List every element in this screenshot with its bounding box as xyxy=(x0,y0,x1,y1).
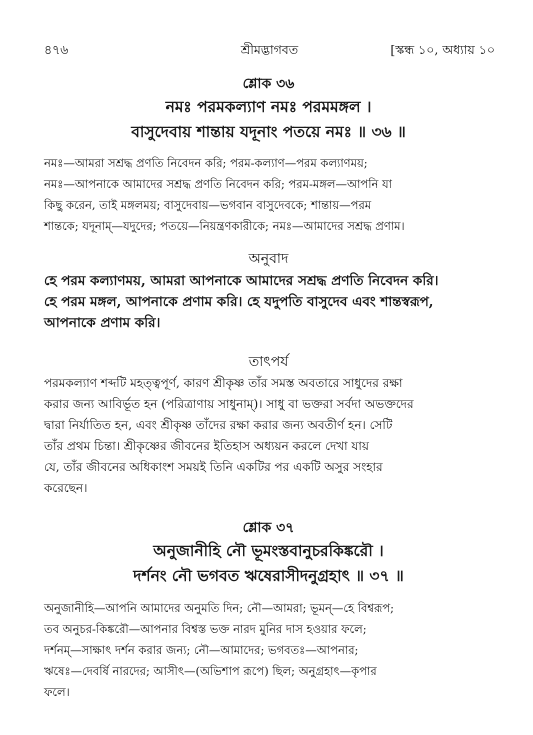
verse-36-synonyms xyxy=(44,153,493,237)
verse-36-line-1: নমঃ পরমকল্যাণ নমঃ পরমমঙ্গল । xyxy=(165,97,372,116)
translation-heading: অনুবাদ xyxy=(248,251,289,267)
translation-line: হে পরম মঙ্গল, আপনাকে প্রণাম করি। হে যদুপতি বাসুদেব এবং শান্তস্বরূপ, xyxy=(44,294,434,310)
verse-37-synonyms xyxy=(44,598,493,703)
synonym-line: কিছু করেন, তাই মঙ্গলময়; বাসুদেবায়—ভগবান বাসুদেবকে; শান্তায়—পরম xyxy=(44,198,372,212)
book-title: শ্রীমদ্ভাগবত xyxy=(240,42,299,57)
synonym-line: ঋষেঃ—দেবর্ষি নারদের; আসীৎ—(অভিশাপ রূপে) ছিল; অনুগ্রহাৎ—কৃপার xyxy=(44,664,377,678)
page-number: ৪৭৬ xyxy=(44,42,69,57)
synonym-line: ফলে। xyxy=(44,685,70,699)
translation-line: আপনাকে প্রণাম করি। xyxy=(44,315,161,331)
purport-line: তাঁর প্রথম চিন্তা। শ্রীকৃষ্ণের জীবনের ইতিহাস অধ্যয়ন করলে দেখা যায় xyxy=(44,439,369,453)
verse-36-translation xyxy=(44,271,493,334)
synonym-line: নমঃ—আপনাকে আমাদের সশ্রদ্ধ প্রণতি নিবেদন করি; পরম-মঙ্গল—আপনি যা xyxy=(44,177,392,191)
purport-heading: তাৎপর্য xyxy=(248,354,289,370)
purport-line: করার জন্য আবির্ভূত হন (পরিত্রাণায় সাধুনাম্)। সাধু বা ভক্তরা সর্বদা অভক্তদের xyxy=(44,397,414,411)
synonym-line: তব অনুচর-কিঙ্করৌ—আপনার বিশ্বস্ত ভক্ত নারদ মুনির দাস হওয়ার ফলে; xyxy=(44,622,367,636)
synonym-line: নমঃ—আমরা সশ্রদ্ধ প্রণতি নিবেদন করি; পরম-কল্যাণ—পরম কল্যাণময়; xyxy=(44,156,368,170)
verse-36-text xyxy=(44,94,493,144)
verse-37-line-1: অনুজানীহি নৌ ভূমংস্তবানুচরকিঙ্করৌ । xyxy=(153,541,384,560)
verse-37-text xyxy=(44,538,493,588)
purport-line: যে, তাঁর জীবনের অধিকাংশ সময়ই তিনি একটির পর একটি অসুর সংহার xyxy=(44,460,383,474)
purport-line: করেছেন। xyxy=(44,481,88,495)
verse-37-line-2: দর্শনং নৌ ভগবত ঋষেরাসীদনুগ্রহাৎ ॥ ৩৭ ॥ xyxy=(133,566,404,585)
verse-36-line-2: বাসুদেবায় শান্তায় যদূনাং পতয়ে নমঃ ॥ ৩৬ ॥ xyxy=(131,122,406,141)
purport-line: দ্বারা নির্যাতিত হন, এবং শ্রীকৃষ্ণ তাঁদের রক্ষা করার জন্য অবতীর্ণ হন। সেটি xyxy=(44,418,393,432)
purport-line: পরমকল্যাণ শব্দটি মহত্ত্বপূর্ণ, কারণ শ্রীকৃষ্ণ তাঁর সমস্ত অবতারে সাধুদের রক্ষা xyxy=(44,376,403,390)
synonym-line: অনুজানীহি—আপনি আমাদের অনুমতি দিন; নৌ—আমরা; ভূমন্—হে বিশ্বরূপ; xyxy=(44,601,395,615)
chapter-location: [স্কন্ধ ১০, অধ্যায় ১০ xyxy=(390,42,495,57)
page-header xyxy=(44,42,495,60)
synonym-line: দর্শনম্—সাক্ষাৎ দর্শন করার জন্য; নৌ—আমাদের; ভগবতঃ—আপনার; xyxy=(44,643,359,657)
verse-36-purport xyxy=(44,373,493,499)
verse-36-title: শ্লোক ৩৬ xyxy=(242,76,295,92)
verse-37-title: শ্লোক ৩৭ xyxy=(242,520,295,536)
synonym-line: শান্তকে; যদূনাম্—যদুদের; পতয়ে—নিয়ন্ত্রণকারীকে; নমঃ—আমাদের সশ্রদ্ধ প্রণাম। xyxy=(44,219,405,233)
translation-line: হে পরম কল্যাণময়, আমরা আপনাকে আমাদের সশ্রদ্ধ প্রণতি নিবেদন করি। xyxy=(44,273,439,289)
